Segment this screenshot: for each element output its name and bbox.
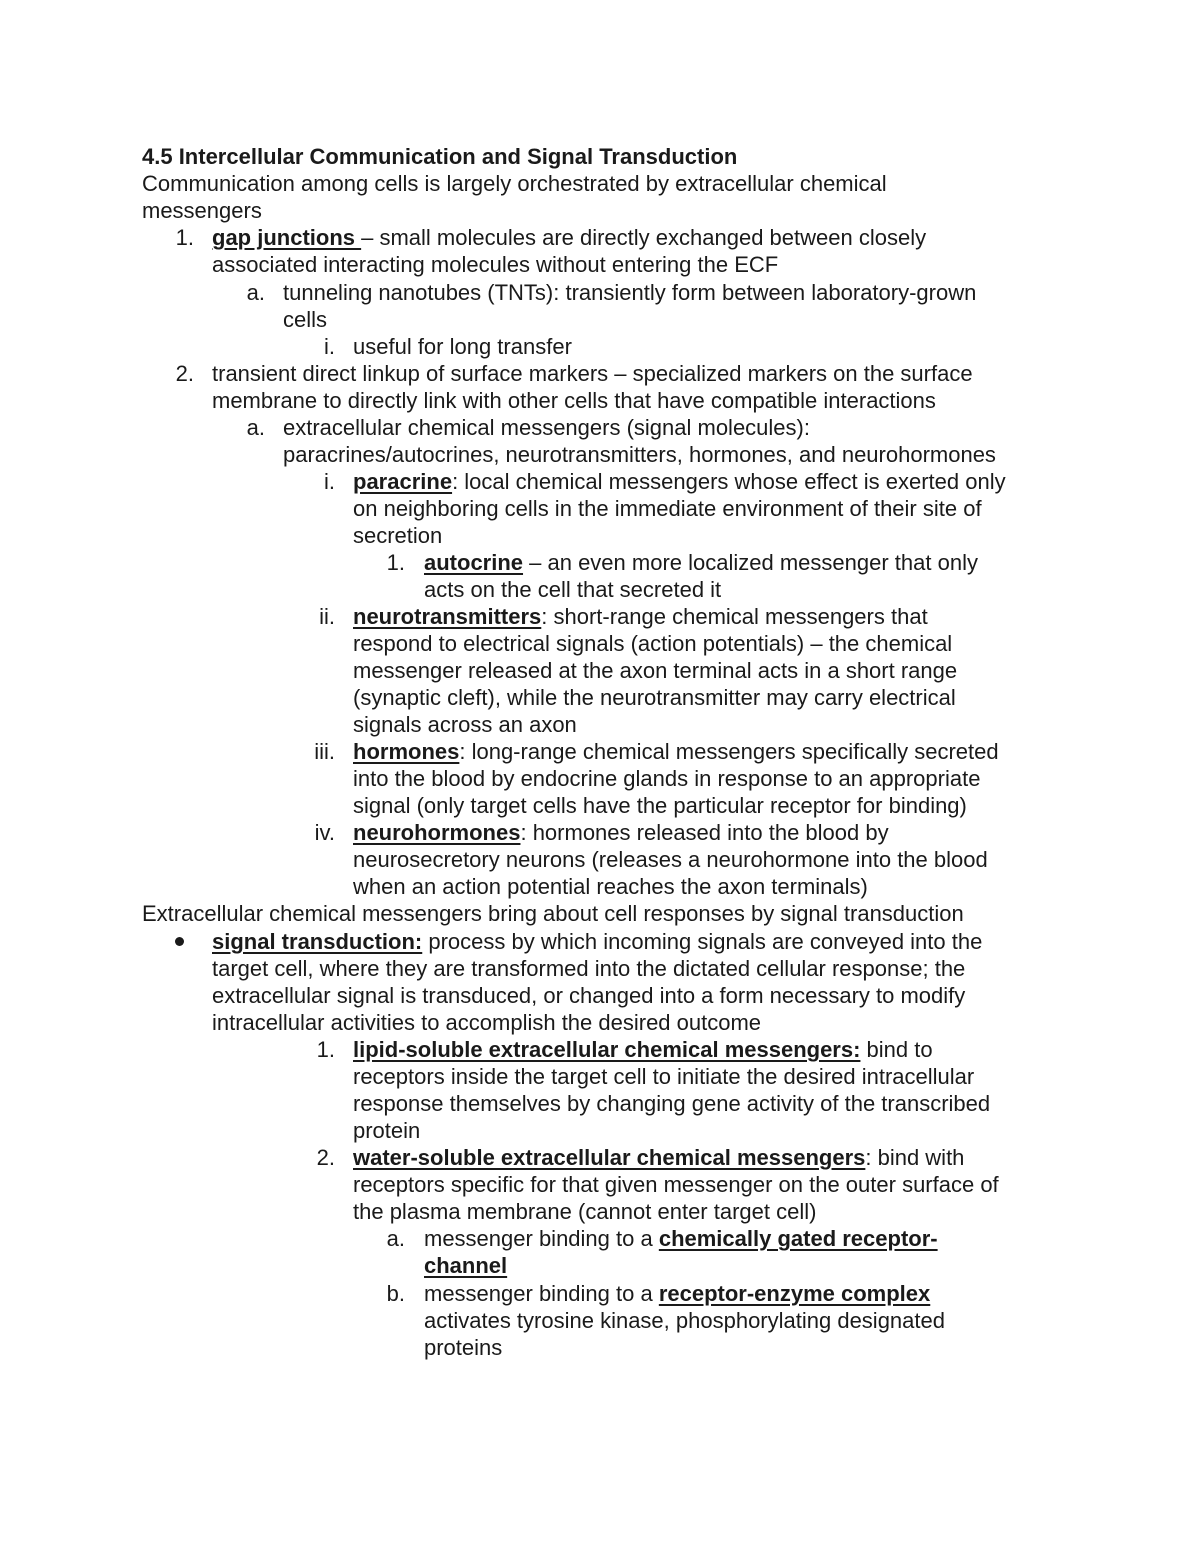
list-item-line: respond to electrical signals (action potentials) – the chemical (353, 631, 953, 656)
list-item-line (424, 1252, 507, 1279)
list-item-line: messenger released at the axon terminal acts in a short range (353, 658, 958, 683)
list-item-line: when an action potential reaches the axon terminals) (353, 874, 868, 899)
list-item: lipid-soluble extracellular chemical messengers: bind to (353, 1037, 933, 1062)
term-neurotransmitters: neurotransmitters (353, 604, 542, 629)
list-marker: a. (246, 280, 265, 305)
list-item: neurohormones: hormones released into the blood by (353, 820, 889, 845)
list-marker: 2. (316, 1145, 335, 1170)
term-channel: channel (424, 1253, 508, 1278)
list-item-line: membrane to directly link with other cells that have compatible interactions (212, 388, 936, 413)
list-item-line: cells (283, 307, 328, 332)
term-signal-transduction: signal transduction: (212, 929, 423, 954)
intro-line: Communication among cells is largely orchestrated by extracellular chemical (142, 171, 887, 196)
list-marker: iii. (314, 739, 335, 764)
list-item: gap junctions – small molecules are directly exchanged between closely (212, 225, 927, 250)
list-item: water-soluble extracellular chemical messengers: bind with (353, 1145, 965, 1170)
list-marker: i. (324, 469, 335, 494)
term-lipid-soluble: lipid-soluble extracellular chemical messengers: (353, 1037, 861, 1062)
list-item-line: acts on the cell that secreted it (424, 577, 722, 602)
list-marker: 2. (175, 361, 194, 386)
list-item-line: (synaptic cleft), while the neurotransmitter may carry electrical (353, 685, 956, 710)
list-item-line: useful for long transfer (353, 334, 572, 359)
list-item-line: tunneling nanotubes (TNTs): transiently form between laboratory-grown (283, 280, 977, 305)
list-marker: 1. (316, 1037, 335, 1062)
page-title: 4.5 Intercellular Communication and Signal Transduction (142, 144, 738, 169)
term-water-soluble: water-soluble extracellular chemical messengers (353, 1145, 866, 1170)
list-item-line: secretion (353, 523, 443, 548)
list-item-line: extracellular signal is transduced, or changed into a form necessary to modify (212, 983, 966, 1008)
list-item-line: signal (only target cells have the particular receptor for binding) (353, 793, 967, 818)
list-item-line: extracellular chemical messengers (signal molecules): (283, 415, 810, 440)
list-item-line: associated interacting molecules without entering the ECF (212, 252, 779, 277)
list-item-line: signals across an axon (353, 712, 577, 737)
list-item: paracrine: local chemical messengers whose effect is exerted only (353, 469, 1006, 494)
list-item-line: receptors inside the target cell to initiate the desired intracellular (353, 1064, 975, 1089)
list-item: neurotransmitters: short-range chemical messengers that (353, 604, 928, 629)
list-item-line: paracrines/autocrines, neurotransmitters, hormones, and neurohormones (283, 442, 996, 467)
list-marker: 1. (175, 225, 194, 250)
list-item: autocrine – an even more localized messenger that only (424, 550, 978, 575)
list-item-line: intracellular activities to accomplish the desired outcome (212, 1010, 762, 1035)
paragraph-line: Extracellular chemical messengers bring about cell responses by signal transduction (142, 901, 964, 926)
intro-line: messengers (142, 198, 262, 223)
list-item: messenger binding to a chemically gated receptor- (424, 1226, 938, 1251)
list-item-line: into the blood by endocrine glands in response to an appropriate (353, 766, 981, 791)
list-item-line: proteins (424, 1335, 503, 1360)
list-marker: iv. (314, 820, 335, 845)
bullet-icon (175, 937, 184, 946)
term-chemically-gated: chemically gated receptor- (658, 1226, 938, 1251)
term-autocrine: autocrine (424, 550, 524, 575)
list-item-line: protein (353, 1118, 421, 1143)
list-item-line: transient direct linkup of surface markers – specialized markers on the surface (212, 361, 973, 386)
list-item-line: target cell, where they are transformed into the dictated cellular response; the (212, 956, 966, 981)
term-gap-junctions: gap junctions (212, 225, 362, 250)
list-marker: ii. (319, 604, 335, 629)
list-item-line: neurosecretory neurons (releases a neurohormone into the blood (353, 847, 988, 872)
list-item: signal transduction: process by which incoming signals are conveyed into the (212, 929, 983, 954)
term-hormones: hormones (353, 739, 460, 764)
list-item-line: the plasma membrane (cannot enter target cell) (353, 1199, 817, 1224)
list-item-line: receptors specific for that given messenger on the outer surface of (353, 1172, 999, 1197)
list-marker: i. (324, 334, 335, 359)
list-item: hormones: long-range chemical messengers specifically secreted (353, 739, 999, 764)
list-marker: a. (246, 415, 265, 440)
list-item-line: activates tyrosine kinase, phosphorylating designated (424, 1308, 945, 1333)
list-item: messenger binding to a receptor-enzyme complex (424, 1281, 931, 1306)
list-item-line: on neighboring cells in the immediate environment of their site of (353, 496, 982, 521)
list-marker: b. (386, 1281, 405, 1306)
list-marker: 1. (386, 550, 405, 575)
list-marker: a. (386, 1226, 405, 1251)
list-item-line: response themselves by changing gene activity of the transcribed (353, 1091, 991, 1116)
term-neurohormones: neurohormones (353, 820, 521, 845)
term-paracrine: paracrine (353, 469, 453, 494)
term-receptor-enzyme: receptor-enzyme complex (658, 1281, 931, 1306)
